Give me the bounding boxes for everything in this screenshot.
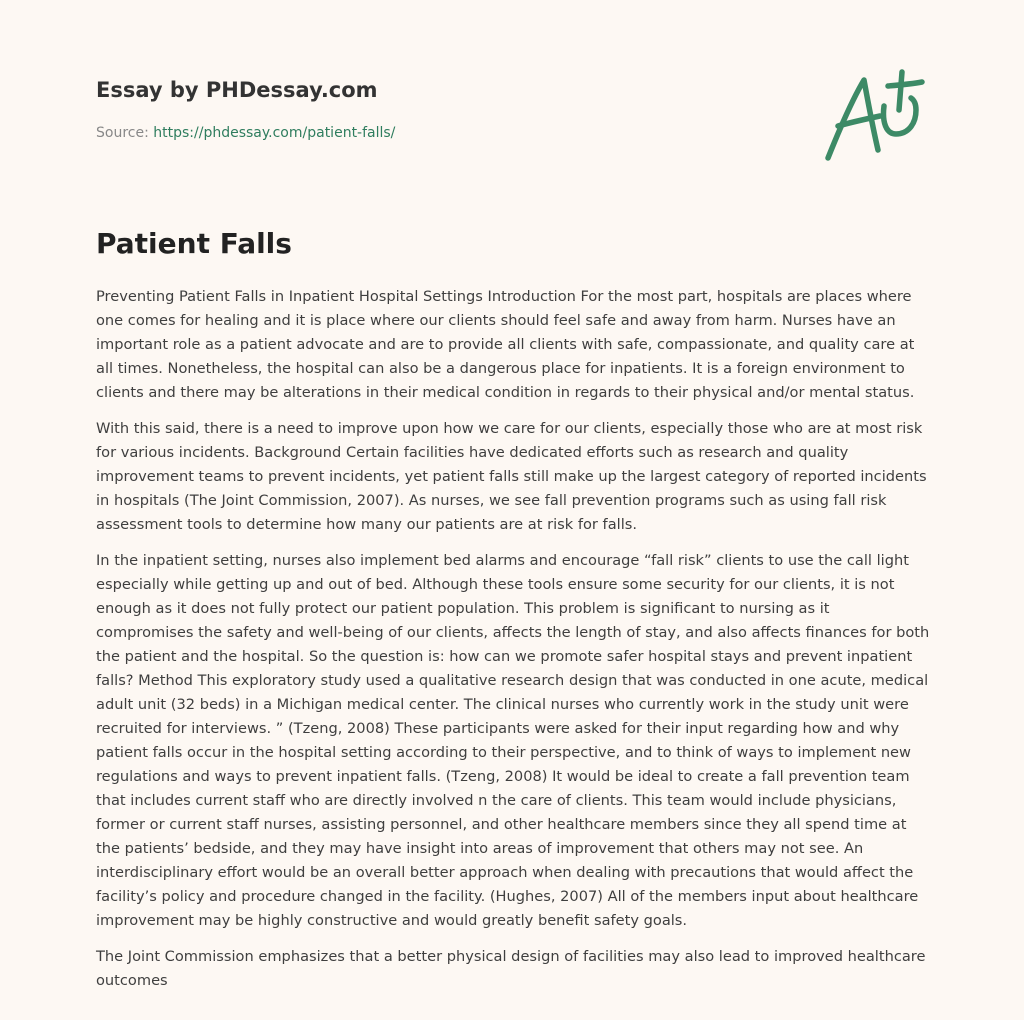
essay-paragraph: The Joint Commission emphasizes that a better physical design of facilities may also lead to improved healthcare outcomes [96, 948, 926, 989]
source-link[interactable]: https://phdessay.com/patient-falls/ [153, 125, 396, 141]
essay-body [96, 285, 930, 1005]
essay-paragraph: In the inpatient setting, nurses also implement bed alarms and encourage “fall risk” clients to use the call light especially while getting up and out of bed. Although these tools ensure some security for our clients, it is not enough as it does not fully protect our patient population. This problem is significant to nursing as it compromises the safety and well-being of our clients, affects the length of stay, and also affects finances for both the patient and the hospital. So the question is: how can we promote safer hospital stays and prevent inpatient falls? Method This exploratory study used a qualitative research design that was conducted in one acute, medical adult unit (32 beds) in a Michigan medical center. The clinical nurses who currently work in the study unit were recruited for interviews. ” (Tzeng, 2008) These participants were asked for their input regarding how and why patient falls occur in the hospital setting according to their perspective, and to think of ways to implement new regulations and ways to prevent inpatient falls. (Tzeng, 2008) It would be ideal to create a fall prevention team that includes current staff who are directly involved n the care of clients. This team would include physicians, former or current staff nurses, assisting personnel, and other healthcare members since they all spend time at the patients’ bedside, and they may have insight into areas of improvement that others may not see. An interdisciplinary effort would be an overall better approach when dealing with precautions that would affect the facility’s policy and procedure changed in the facility. (Hughes, 2007) All of the members input about healthcare improvement may be highly constructive and would greatly benefit safety goals. [96, 552, 930, 929]
header-brand: Essay by PHDessay.com [96, 78, 378, 102]
essay-title: Patient Falls [96, 227, 292, 260]
source-label: Source: [96, 125, 154, 141]
essay-paragraph: With this said, there is a need to improve upon how we care for our clients, especially those who are at most risk for various incidents. Background Certain facilities have dedicated efforts such as research and quality improvement teams to prevent incidents, yet patient falls still make up the largest category of reported incidents in hospitals (The Joint Commission, 2007). As nurses, we see fall prevention programs such as using fall risk assessment tools to determine how many our patients are at risk for falls. [96, 420, 927, 533]
source-line [96, 124, 395, 142]
essay-paragraph: Preventing Patient Falls in Inpatient Hospital Settings Introduction For the most part, hospitals are places where one comes for healing and it is place where our clients should feel safe and away from harm. Nurses have an important role as a patient advocate and are to provide all clients with safe, compassionate, and quality care at all times. Nonetheless, the hospital can also be a dangerous place for inpatients. It is a foreign environment to clients and there may be alterations in their medical condition in regards to their physical and/or mental status. [96, 288, 915, 401]
a-plus-logo-icon [818, 66, 930, 166]
